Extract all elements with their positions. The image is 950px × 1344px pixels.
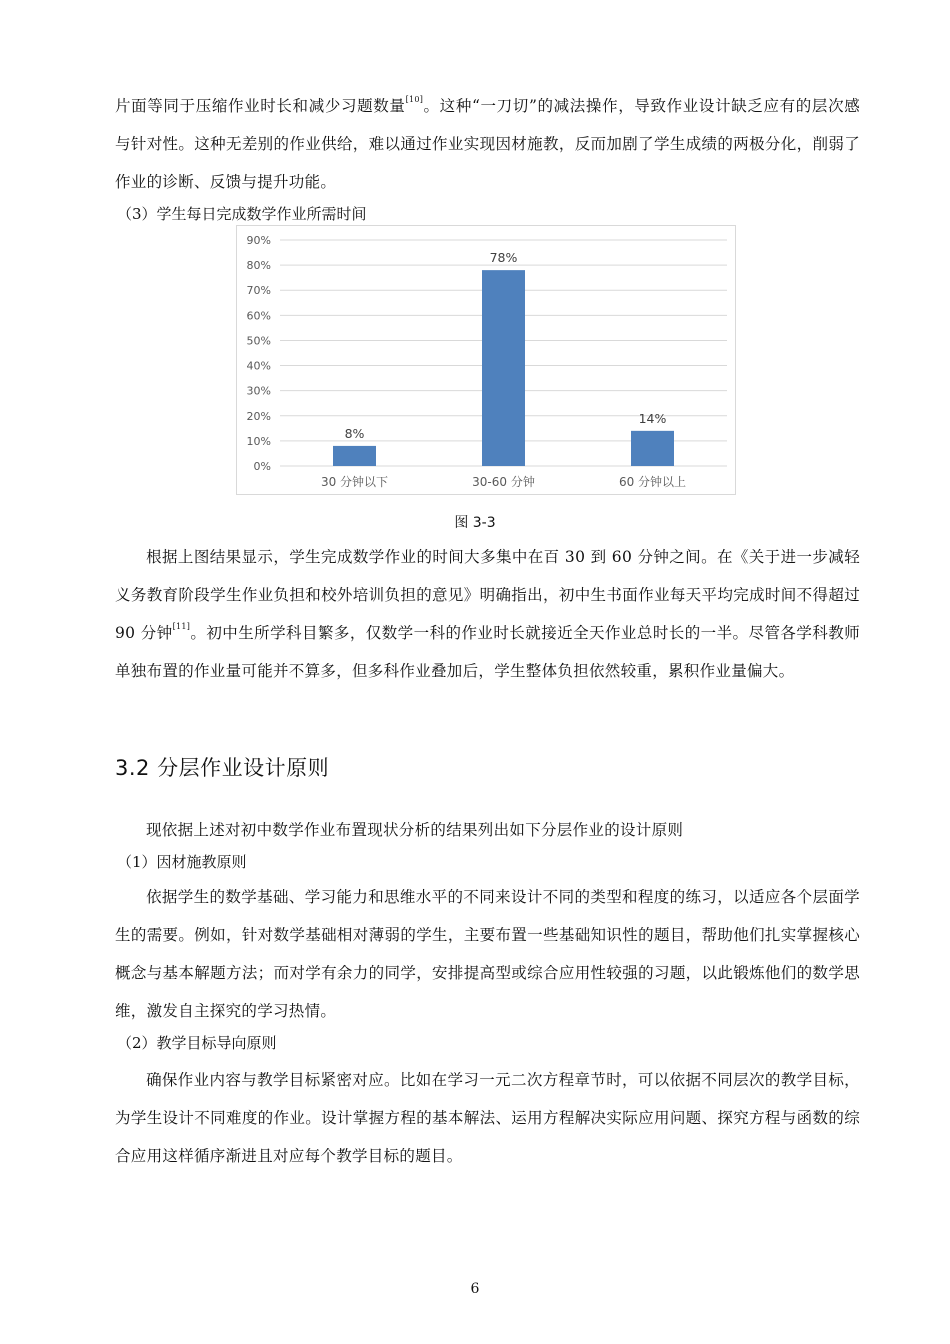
principle-1-paragraph xyxy=(115,878,860,1030)
principle-2-paragraph xyxy=(115,1061,860,1175)
x-category-label: 30-60 分钟 xyxy=(472,475,535,489)
y-tick-label: 10% xyxy=(246,434,271,448)
x-category-label: 60 分钟以上 xyxy=(618,475,687,489)
paragraph-text: 片面等同于压缩作业时长和减少习题数量 xyxy=(115,97,406,115)
principle-1-label: （1）因材施教原则 xyxy=(117,853,247,871)
bar-chart xyxy=(236,225,736,495)
item-label-homework-time: （3）学生每日完成数学作业所需时间 xyxy=(117,205,367,223)
y-tick-label: 80% xyxy=(246,259,271,273)
paragraph-result-analysis xyxy=(115,538,860,690)
y-tick-label: 50% xyxy=(246,334,271,348)
paragraph-text: 确保作业内容与教学目标紧密对应。比如在学习一元二次方程章节时，可以依据不同层次的教学目标，为学生设计不同难度的作业。设计掌握方程的基本解法、运用方程解决实际应用问题、探究方程与函数的综合应用这样循序渐进且对应每个教学目标的题目。 xyxy=(115,1071,860,1165)
paragraph-homework-reduction xyxy=(115,87,860,201)
paragraph-intro xyxy=(115,811,860,849)
citation-ref[interactable]: [11] xyxy=(172,622,191,631)
section-heading: 3.2 分层作业设计原则 xyxy=(115,756,330,780)
bar xyxy=(333,446,376,466)
data-label: 78% xyxy=(489,250,518,266)
y-tick-label: 90% xyxy=(246,234,271,247)
paragraph-text: 现依据上述对初中数学作业布置现状分析的结果列出如下分层作业的设计原则 xyxy=(146,821,684,839)
figure-caption: 图 3-3 xyxy=(454,515,496,531)
bar xyxy=(631,431,674,466)
y-tick-label: 0% xyxy=(253,460,271,473)
citation-ref[interactable]: [10] xyxy=(405,95,424,104)
chart-canvas xyxy=(237,226,737,496)
y-tick-label: 60% xyxy=(246,309,271,323)
page-number: 6 xyxy=(470,1281,480,1297)
bar xyxy=(482,270,525,466)
principle-2-label: （2）教学目标导向原则 xyxy=(117,1034,277,1052)
data-label: 14% xyxy=(638,410,667,426)
paragraph-text: 。这种“一刀切”的减法操作，导致作业设计缺乏应有的层次感与针对性。这种无差别的作业供给，难以通过作业实现因材施教，反而加剧了学生成绩的两极分化，削弱了作业的诊断、反馈与提升功能。 xyxy=(115,97,861,191)
data-label: 8% xyxy=(344,425,365,441)
x-category-label: 30 分钟以下 xyxy=(320,475,389,489)
paragraph-text: 依据学生的数学基础、学习能力和思维水平的不同来设计不同的类型和程度的练习，以适应各个层面学生的需要。例如，针对数学基础相对薄弱的学生，主要布置一些基础知识性的题目，帮助他们扎实掌握核心概念与基本解题方法；而对学有余力的同学，安排提高型或综合应用性较强的习题，以此锻炼他们的数学思维，激发自主探究的学习热情。 xyxy=(115,888,860,1020)
y-tick-label: 70% xyxy=(246,284,271,298)
paragraph-text: 根据上图结果显示，学生完成数学作业的时间大多集中在百 30 到 60 分钟之间。在《关于进一步减轻义务教育阶段学生作业负担和校外培训负担的意见》明确指出，初中生书面作业每天平均完成时间不得超过 90 分钟 xyxy=(115,548,860,642)
y-tick-label: 30% xyxy=(246,384,271,398)
y-tick-label: 20% xyxy=(246,409,271,423)
paragraph-text: 。初中生所学科目繁多，仅数学一科的作业时长就接近全天作业总时长的一半。尽管各学科教师单独布置的作业量可能并不算多，但多科作业叠加后，学生整体负担依然较重，累积作业量偏大。 xyxy=(115,624,860,680)
y-tick-label: 40% xyxy=(246,359,271,373)
